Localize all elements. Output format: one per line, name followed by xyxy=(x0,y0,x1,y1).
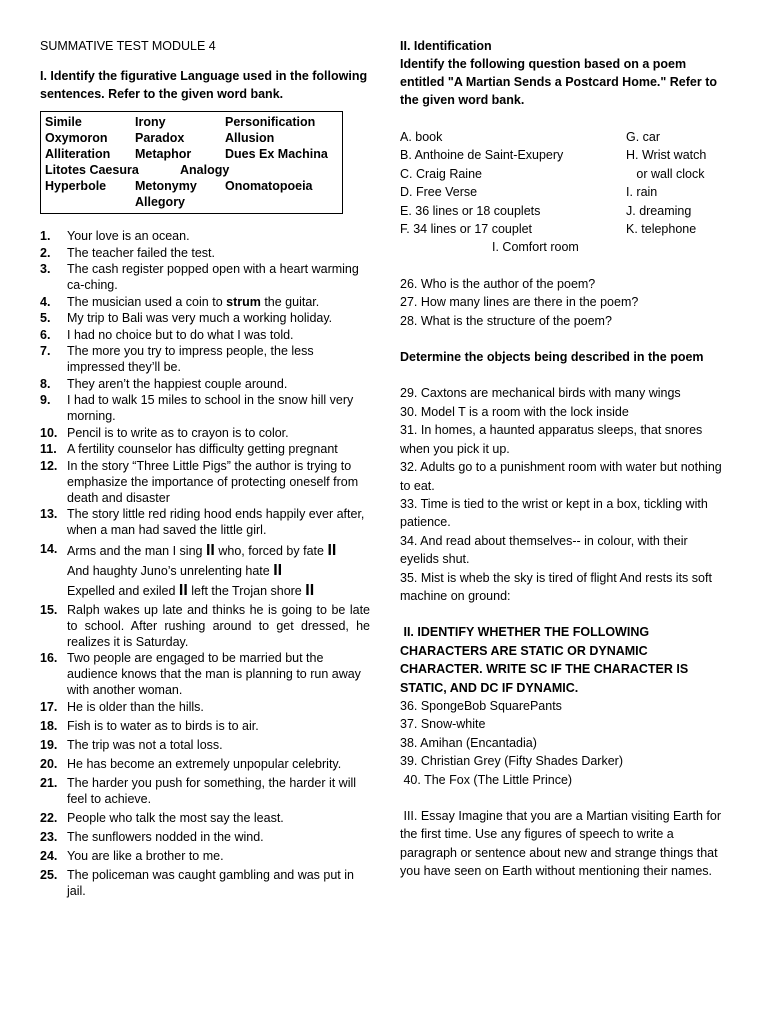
word-bank-row xyxy=(45,130,338,146)
caesura-mark: II xyxy=(205,542,215,559)
character-item: 38. Amihan (Encantadia) xyxy=(400,735,537,750)
question-item: 28. What is the structure of the poem? xyxy=(400,313,612,328)
list-item xyxy=(40,392,370,424)
word-bank-term: Metonymy xyxy=(135,179,197,193)
figurative-items-list xyxy=(40,228,370,899)
item-number: 8. xyxy=(40,376,51,391)
item-text: Ralph wakes up late and thinks he is going to be late to school. After rushing around to get dressed, he realizes it is Saturday. xyxy=(67,602,370,649)
list-item xyxy=(40,310,370,326)
item-number: 3. xyxy=(40,262,51,276)
choice-item: I. Comfort room xyxy=(492,240,579,255)
objects-heading: Determine the objects being described in the poem xyxy=(400,350,704,365)
word-bank-term: Dues Ex Machina xyxy=(225,147,328,161)
word-bank-term: Litotes Caesura xyxy=(45,163,139,177)
item-text: The sunflowers nodded in the wind. xyxy=(67,829,264,844)
page-title: SUMMATIVE TEST MODULE 4 xyxy=(40,39,216,53)
choice-item: A. book xyxy=(400,130,443,144)
item-number: 17. xyxy=(40,699,58,714)
list-item xyxy=(40,327,370,343)
choice-item: H. Wrist watch xyxy=(626,148,707,163)
word-bank-term: Allegory xyxy=(135,195,186,209)
item-text: In the story “Three Little Pigs” the author is trying to emphasize the importance of protecting oneself from death and disaster xyxy=(67,458,359,505)
item-text: He is older than the hills. xyxy=(67,699,204,714)
character-item: 39. Christian Grey (Fifty Shades Darker) xyxy=(400,754,623,769)
item-text: I had to walk 15 miles to school in the snow hill very morning. xyxy=(67,393,354,423)
item-text-emphasis: strum xyxy=(226,294,261,309)
list-item xyxy=(40,848,370,864)
item-number: 23. xyxy=(40,829,58,844)
item-number: 1. xyxy=(40,229,51,243)
poem-line xyxy=(67,541,370,561)
item-number: 15. xyxy=(40,602,58,617)
poem-line-text: Arms and the man I sing xyxy=(67,544,203,558)
item-number: 5. xyxy=(40,311,51,325)
item-text: The harder you push for something, the harder it will feel to achieve. xyxy=(67,775,357,806)
list-item xyxy=(40,261,370,293)
item-text: He has become an extremely unpopular celebrity. xyxy=(67,756,342,771)
list-item xyxy=(40,458,370,506)
word-bank-term: Paradox xyxy=(135,131,185,145)
choice-item: K. telephone xyxy=(626,222,697,237)
item-text: You are like a brother to me. xyxy=(67,848,224,863)
left-column xyxy=(40,37,370,899)
character-item: 36. SpongeBob SquarePants xyxy=(400,698,562,713)
list-item xyxy=(40,602,370,650)
item-text-after: the guitar. xyxy=(260,294,320,309)
part1-instruction: I. Identify the figurative Language used in the following sentences. Refer to the given word bank. xyxy=(40,69,368,101)
item-text: The story little red riding hood ends happily ever after, when a man had saved the little girl. xyxy=(67,507,365,537)
item-text: Fish is to water as to birds is to air. xyxy=(67,718,259,733)
right-column xyxy=(400,37,725,881)
item-text: People who talk the most say the least. xyxy=(67,810,284,825)
item-text: Two people are engaged to be married but the audience knows that the man is planning to run away with another woman. xyxy=(67,651,361,697)
list-item xyxy=(40,810,370,826)
list-item xyxy=(40,425,370,441)
word-bank-term xyxy=(225,194,338,210)
caesura-mark: II xyxy=(327,542,337,559)
item-number: 24. xyxy=(40,848,58,863)
poem-line-text: Expelled and exiled xyxy=(67,584,176,598)
list-item xyxy=(40,294,370,310)
caesura-mark: II xyxy=(273,562,283,579)
word-bank-term: Alliteration xyxy=(45,147,111,161)
answer-choices xyxy=(400,128,722,257)
character-list xyxy=(400,697,722,789)
item-text: The policeman was caught gambling and was put in jail. xyxy=(67,867,354,898)
item-text: The more you try to impress people, the less impressed they’ll be. xyxy=(67,344,314,374)
item-number: 11. xyxy=(40,442,57,456)
item-number: 12. xyxy=(40,458,58,473)
item-number: 9. xyxy=(40,393,51,407)
question-item: 32. Adults go to a punishment room with water but nothing to eat. xyxy=(400,460,722,493)
item-text-before: The musician used a coin to xyxy=(67,294,227,309)
item-text: I had no choice but to do what I was told. xyxy=(67,327,294,342)
item-text xyxy=(67,294,370,310)
part3-instruction: II. IDENTIFY WHETHER THE FOLLOWING CHARACTERS ARE STATIC OR DYNAMIC CHARACTER. WRITE SC IF THE CHARACTER IS STATIC, AND DC IF DYNAMIC. xyxy=(400,625,692,695)
caesura-mark: II xyxy=(178,582,188,599)
list-item xyxy=(40,737,370,753)
item-number: 14. xyxy=(40,542,58,556)
object-questions xyxy=(400,384,722,605)
list-item xyxy=(40,228,370,244)
item-text: Your love is an ocean. xyxy=(67,229,190,243)
poem-line xyxy=(67,561,370,581)
word-bank-term: Onomatopoeia xyxy=(225,179,313,193)
choice-item: I. rain xyxy=(626,185,658,200)
item-text: A fertility counselor has difficulty getting pregnant xyxy=(67,442,338,456)
list-item xyxy=(40,245,370,261)
question-item: 35. Mist is wheb the sky is tired of flight And rests its soft machine on ground: xyxy=(400,570,712,603)
choice-item: F. 34 lines or 17 couplet xyxy=(400,222,533,237)
poem-line-text: left the Trojan shore xyxy=(191,584,302,598)
list-item xyxy=(40,650,370,698)
caesura-mark: II xyxy=(305,582,315,599)
word-bank-row xyxy=(45,194,338,210)
word-bank-term: Irony xyxy=(135,115,166,129)
word-bank-row xyxy=(45,162,338,178)
choice-item: G. car xyxy=(626,130,661,144)
list-item xyxy=(40,541,370,601)
item-number: 4. xyxy=(40,294,51,309)
word-bank-term: Personification xyxy=(225,115,316,129)
item-text: Pencil is to write as to crayon is to color. xyxy=(67,425,289,440)
word-bank-row xyxy=(45,178,338,194)
character-item: 40. The Fox (The Little Prince) xyxy=(400,772,573,787)
question-item: 27. How many lines are there in the poem? xyxy=(400,295,639,310)
word-bank-term: Simile xyxy=(45,115,82,129)
list-item xyxy=(40,376,370,392)
item-number: 21. xyxy=(40,775,58,790)
item-number: 25. xyxy=(40,867,58,882)
list-item xyxy=(40,867,370,899)
question-item: 30. Model T is a room with the lock inside xyxy=(400,404,629,419)
word-bank-row xyxy=(45,114,338,130)
word-bank-term: Analogy xyxy=(180,163,230,177)
question-item: 29. Caxtons are mechanical birds with many wings xyxy=(400,386,681,401)
word-bank-row xyxy=(45,146,338,162)
essay-prompt: III. Essay Imagine that you are a Martian visiting Earth for the first time. Use any figures of speech to write a paragraph or sentence about new and strange things that you have seen on Earth without mentioning their names. xyxy=(400,809,725,879)
question-item: 26. Who is the author of the poem? xyxy=(400,276,596,291)
item-number: 2. xyxy=(40,245,51,260)
poem-line-text: And haughty Juno’s unrelenting hate xyxy=(67,564,270,578)
list-item xyxy=(40,775,370,807)
choice-item: or wall clock xyxy=(626,166,705,181)
list-item xyxy=(40,343,370,375)
list-item xyxy=(40,506,370,538)
item-text: The teacher failed the test. xyxy=(67,245,216,260)
question-item: 33. Time is tied to the wrist or kept in a box, tickling with patience. xyxy=(400,496,708,530)
item-text: The cash register popped open with a heart warming ca-ching. xyxy=(67,262,359,292)
item-number: 16. xyxy=(40,651,58,665)
choice-item: C. Craig Raine xyxy=(400,166,482,181)
word-bank xyxy=(40,111,343,214)
item-number: 18. xyxy=(40,718,58,733)
item-number: 7. xyxy=(40,344,51,358)
poem-line-text: who, forced by fate xyxy=(218,544,324,558)
choice-item: J. dreaming xyxy=(626,203,692,218)
item-text: My trip to Bali was very much a working holiday. xyxy=(67,311,333,325)
word-bank-term: Allusion xyxy=(225,131,275,145)
item-number: 22. xyxy=(40,810,58,825)
word-bank-term: Hyperbole xyxy=(45,179,107,193)
item-number: 13. xyxy=(40,507,58,521)
part2-instruction: Identify the following question based on a poem entitled "A Martian Sends a Postcard Home." Refer to the given word bank. xyxy=(400,57,718,107)
list-item xyxy=(40,441,370,457)
item-text: They aren’t the happiest couple around. xyxy=(67,376,288,391)
item-text: The trip was not a total loss. xyxy=(67,737,223,752)
item-number: 10. xyxy=(40,425,58,440)
list-item xyxy=(40,829,370,845)
list-item xyxy=(40,756,370,772)
poem-line xyxy=(67,581,370,601)
item-number: 19. xyxy=(40,737,58,752)
choice-item: E. 36 lines or 18 couplets xyxy=(400,203,541,218)
question-item: 34. And read about themselves-- in colour, with their eyelids shut. xyxy=(400,533,688,567)
item-number: 20. xyxy=(40,756,58,771)
list-item xyxy=(40,718,370,734)
character-item: 37. Snow-white xyxy=(400,717,486,732)
word-bank-term: Metaphor xyxy=(135,147,192,161)
word-bank-term xyxy=(45,194,135,210)
question-item: 31. In homes, a haunted apparatus sleeps, that snores when you pick it up. xyxy=(400,423,703,456)
word-bank-term: Oxymoron xyxy=(45,131,108,145)
choice-item: B. Anthoine de Saint-Exupery xyxy=(400,148,564,163)
list-item xyxy=(40,699,370,715)
choice-item: D. Free Verse xyxy=(400,185,478,200)
item-text xyxy=(67,541,370,601)
part2-heading: II. Identification xyxy=(400,39,492,53)
item-number: 6. xyxy=(40,327,51,342)
poem-questions xyxy=(400,275,722,330)
